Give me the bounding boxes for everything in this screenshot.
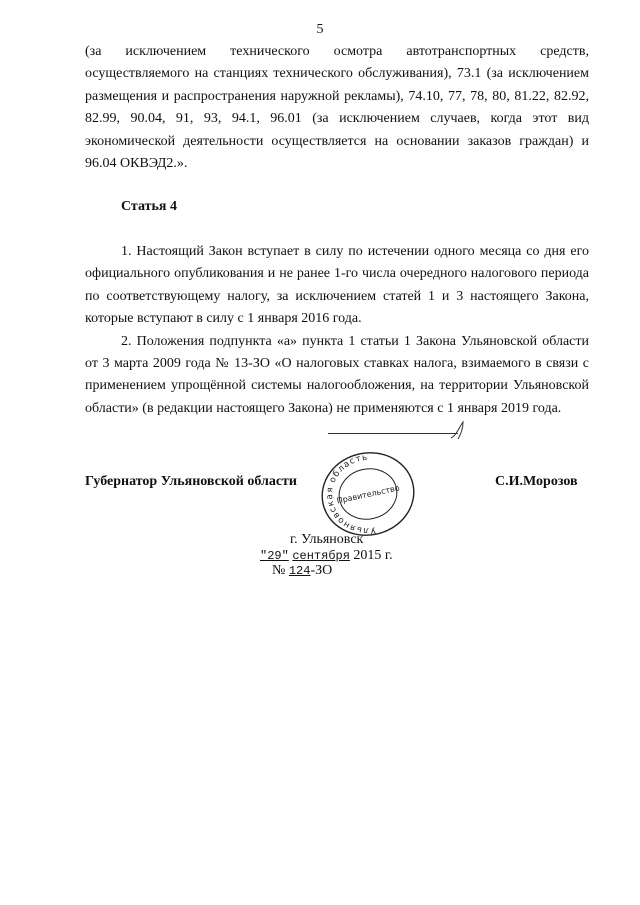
issue-city: г. Ульяновск <box>290 532 364 547</box>
issue-number <box>272 563 332 579</box>
issue-date-month: сентября <box>292 549 350 563</box>
clause-2: 2. Положения подпункта «а» пункта 1 статьи 1 Закона Ульяновской области от 3 марта 2009 года № 13-ЗО «О налоговых ставках налога, взимаемого в связи с применением упрощённой системы налогообложения, на территории Ульяновской области» (в редакции настоящего Закона) не применяются с 1 января 2019 года. <box>85 333 589 416</box>
issue-date <box>260 548 393 564</box>
page-number: 5 <box>316 22 324 37</box>
governor-title: Губернатор Ульяновской области <box>85 474 297 489</box>
issue-number-suffix: -ЗО <box>310 563 333 578</box>
clause-1: 1. Настоящий Закон вступает в силу по истечении одного месяца со дня его официального опубликования и не ранее 1-го числа очередного налогового периода по соответствующему налогу, за исключением статей 1 и 3 настоящего Закона, которые вступают в силу с 1 января 2016 года. <box>85 244 589 327</box>
article-heading: Статья 4 <box>121 199 177 214</box>
official-seal <box>318 450 418 540</box>
seal-center-text: Правительство <box>335 483 401 506</box>
signature-line <box>328 433 458 434</box>
issue-date-year: 2015 г. <box>353 548 393 563</box>
signature-mark <box>448 420 470 442</box>
issue-date-day: "29" <box>260 549 289 563</box>
intro-paragraph: (за исключением технического осмотра автотранспортных средств, осуществляемого на станциях технического обслуживания), 73.1 (за исключением размещения и распространения наружной рекламы), 74.10, 77, 78, 80, 81.22, 82.92, 82.99, 90.04, 91, 93, 94.1, 96.01 (за исключением случаев, когда этот вид экономической деятельности осуществляется на основании заказов граждан) и 96.04 ОКВЭД2.». <box>85 44 589 172</box>
issue-number-value: 124 <box>288 564 311 578</box>
article-clauses <box>85 241 589 420</box>
intro-section <box>85 41 589 175</box>
governor-name: С.И.Морозов <box>495 474 578 489</box>
issue-number-prefix: № <box>272 563 286 578</box>
seal-ring-text: Ульяновская область <box>325 452 377 536</box>
